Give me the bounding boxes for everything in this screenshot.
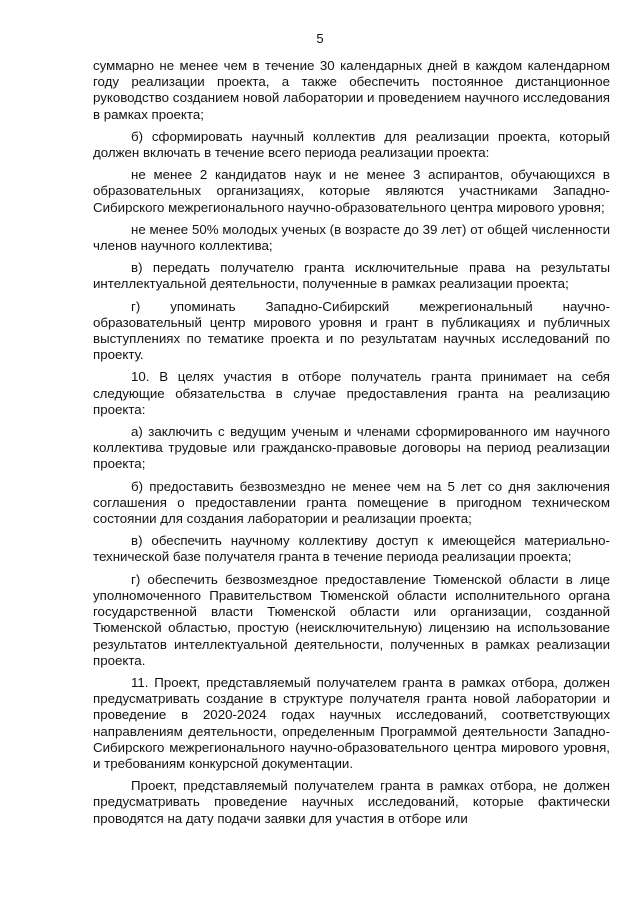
paragraph-item-v: в) передать получателю гранта исключительные права на результаты интеллектуальной деятельности, полученные в рамках реализации проекта; [93,260,610,292]
paragraph-section-11-continuation: Проект, представляемый получателем гранта в рамках отбора, не должен предусматривать проведение научных исследований, которые фактически проводятся на дату подачи заявки для участия в отборе или [93,778,610,826]
paragraph-section-10-item-a: а) заключить с ведущим ученым и членами сформированного им научного коллектива трудовые или гражданско-правовые договоры на период реализации проекта; [93,424,610,472]
paragraph-continuation: суммарно не менее чем в течение 30 календарных дней в каждом календарном году реализации проекта, а также обеспечить постоянное дистанционное руководство созданием новой лаборатории и проведением научного исследования в рамках проекта; [93,58,610,122]
paragraph-section-10: 10. В целях участия в отборе получатель гранта принимает на себя следующие обязательства в случае предоставления гранта на реализацию проекта: [93,369,610,417]
document-body [93,58,610,833]
paragraph-subitem-candidates: не менее 2 кандидатов наук и не менее 3 аспирантов, обучающихся в образовательных организациях, которые являются участниками Западно-Сибирского межрегионального научно-образовательного центра мирового уровня; [93,167,610,215]
paragraph-section-10-item-g: г) обеспечить безвозмездное предоставление Тюменской области в лице уполномоченного Правительством Тюменской области исполнительного органа государственной власти Тюменской области или организации, созданной Тюменской областью, простую (неисключительную) лицензию на использование результатов интеллектуальной деятельности, полученных в рамках реализации проекта. [93,571,610,668]
paragraph-section-10-item-v: в) обеспечить научному коллективу доступ к имеющейся материально-технической базе получателя гранта в течение периода реализации проекта; [93,533,610,565]
page-number: 5 [316,31,324,46]
paragraph-section-11: 11. Проект, представляемый получателем гранта в рамках отбора, должен предусматривать создание в структуре получателя гранта новой лаборатории и проведение в 2020-2024 годах научных исследований, соответствующих направлениям деятельности, определенным Программой деятельности Западно-Сибирского межрегионального научно-образовательного центра мирового уровня, и требованиям конкурсной документации. [93,674,610,771]
paragraph-subitem-young-scientists: не менее 50% молодых ученых (в возрасте до 39 лет) от общей численности членов научного коллектива; [93,221,610,254]
paragraph-section-10-item-b: б) предоставить безвозмездно не менее чем на 5 лет со дня заключения соглашения о предоставлении гранта помещение в пригодном техническом состоянии для создания лаборатории и реализации проекта; [93,478,610,527]
paragraph-item-b: б) сформировать научный коллектив для реализации проекта, который должен включать в течение всего периода реализации проекта: [93,128,610,161]
paragraph-item-g: г) упоминать Западно-Сибирский межрегиональный научно-образовательный центр мирового уровня и грант в публикациях и публичных выступлениях по тематике проекта и по результатам научных исследований по проекту. [93,298,610,363]
